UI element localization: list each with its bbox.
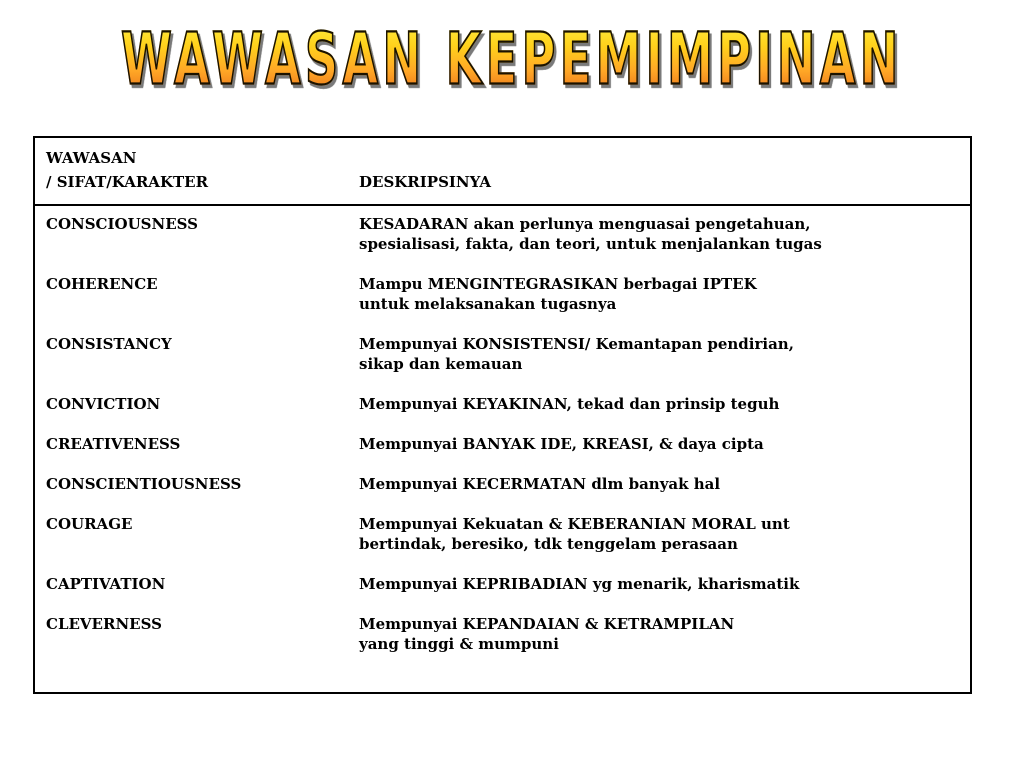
table-row [35,214,970,254]
row-term: CREATIVENESS [46,435,181,453]
row-description: Mempunyai KEPRIBADIAN yg menarik, kharismatik [359,575,800,593]
header-col-trait [46,146,208,194]
header-col-description: DESKRIPSINYA [359,173,492,191]
table-row [35,474,970,494]
slide-title: WAWASAN KEPEMIMPINAN [121,18,903,102]
table-row [35,434,970,454]
row-description: Mempunyai KECERMATAN dlm banyak hal [359,475,721,493]
table-row [35,514,970,554]
table-row [35,394,970,414]
row-description: Mempunyai BANYAK IDE, KREASI, & daya cipta [359,435,764,453]
row-term: COHERENCE [46,275,158,293]
row-term: CONSCIOUSNESS [46,215,198,233]
row-term: CONVICTION [46,395,161,413]
row-description: Mampu MENGINTEGRASIKAN berbagai IPTEK untuk melaksanakan tugasnya [359,275,757,313]
header-col-trait-line1: WAWASAN [46,149,137,167]
row-description: KESADARAN akan perlunya menguasai pengetahuan, spesialisasi, fakta, dan teori, untuk menjalankan tugas [359,215,822,253]
title-area [0,14,1024,106]
header-col-trait-line2: / SIFAT/KARAKTER [46,173,209,191]
row-description: Mempunyai KONSISTENSI/ Kemantapan pendirian, sikap dan kemauan [359,335,794,373]
table-row [35,274,970,314]
row-term: COURAGE [46,515,133,533]
leadership-table [33,136,972,694]
row-term: CONSCIENTIOUSNESS [46,475,242,493]
row-term: CAPTIVATION [46,575,166,593]
table-header [35,138,970,206]
row-description: Mempunyai KEPANDAIAN & KETRAMPILAN yang tinggi & mumpuni [359,615,735,653]
row-description: Mempunyai KEYAKINAN, tekad dan prinsip teguh [359,395,780,413]
row-term: CLEVERNESS [46,615,162,633]
row-description: Mempunyai Kekuatan & KEBERANIAN MORAL unt bertindak, beresiko, tdk tenggelam perasaan [359,515,790,553]
table-body [35,206,970,654]
table-row [35,574,970,594]
table-row [35,614,970,654]
table-row [35,334,970,374]
row-term: CONSISTANCY [46,335,172,353]
